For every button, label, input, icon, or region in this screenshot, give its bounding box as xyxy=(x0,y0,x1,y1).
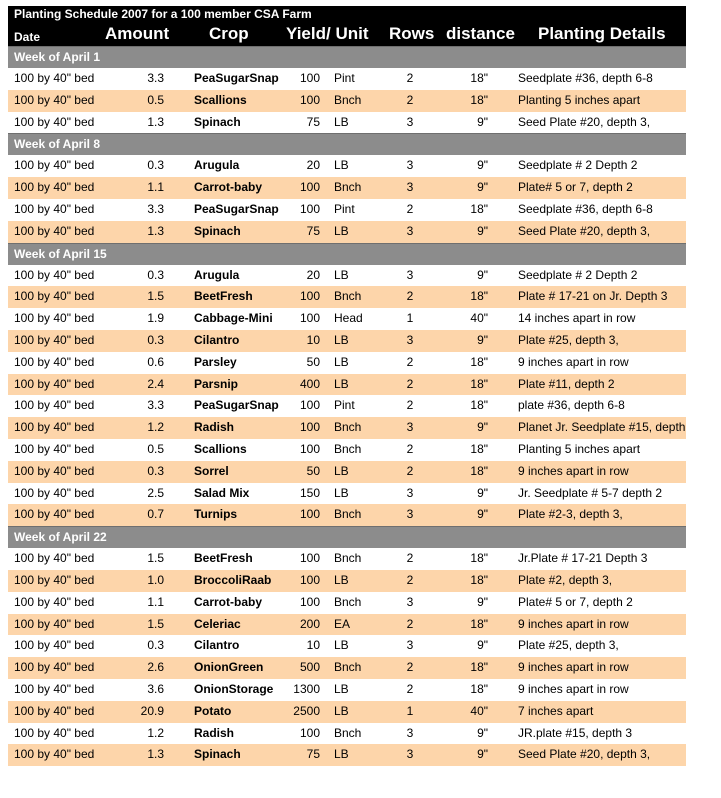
cell-planting-details: plate #36, depth 6-8 xyxy=(518,398,625,413)
cell-distance: 40" xyxy=(470,703,488,718)
cell-unit: LB xyxy=(334,267,349,282)
cell-crop: BroccoliRaab xyxy=(194,572,272,587)
cell-planting-details: 9 inches apart in row xyxy=(518,463,629,478)
table-row xyxy=(8,68,686,90)
cell-yield: 100 xyxy=(299,71,320,85)
cell-amount: 20.9 xyxy=(140,703,164,718)
cell-planting-details: 9 inches apart in row xyxy=(518,354,629,369)
cell-rows: 2 xyxy=(406,71,414,85)
cell-unit: LB xyxy=(334,376,349,391)
cell-rows: 2 xyxy=(406,289,414,304)
cell-date: 100 by 40" bed xyxy=(14,703,95,718)
cell-amount: 0.7 xyxy=(147,507,164,522)
cell-date: 100 by 40" bed xyxy=(14,398,95,413)
cell-amount: 1.3 xyxy=(147,114,164,129)
cell-rows: 3 xyxy=(406,223,414,238)
cell-crop: Sorrel xyxy=(194,463,229,478)
cell-distance: 18" xyxy=(470,441,488,456)
cell-rows: 2 xyxy=(406,376,414,391)
cell-planting-details: JR.plate #15, depth 3 xyxy=(518,725,633,740)
cell-planting-details: Plate # 17-21 on Jr. Depth 3 xyxy=(518,289,668,304)
cell-yield: 100 xyxy=(299,201,320,216)
cell-date: 100 by 40" bed xyxy=(14,485,95,500)
cell-amount: 1.3 xyxy=(147,223,164,238)
cell-amount: 0.3 xyxy=(147,267,164,282)
table-row xyxy=(8,679,686,701)
cell-date: 100 by 40" bed xyxy=(14,180,95,195)
cell-rows: 3 xyxy=(406,638,414,653)
cell-date: 100 by 40" bed xyxy=(14,681,95,696)
cell-crop: Parsnip xyxy=(194,376,239,391)
cell-distance: 40" xyxy=(470,311,488,326)
cell-unit: LB xyxy=(334,747,349,762)
cell-amount: 0.3 xyxy=(147,638,164,653)
cell-rows: 3 xyxy=(406,267,414,282)
cell-yield: 100 xyxy=(299,180,320,195)
cell-unit: LB xyxy=(334,463,349,478)
table-row xyxy=(8,177,686,199)
column-header-row xyxy=(8,22,686,46)
cell-crop: Turnips xyxy=(194,507,238,522)
cell-distance: 9" xyxy=(477,114,488,129)
week-header: Week of April 8 xyxy=(8,133,686,155)
cell-yield: 500 xyxy=(299,660,320,675)
header-yield-unit: Yield/ Unit xyxy=(286,24,369,43)
table-row xyxy=(8,701,686,723)
table-row xyxy=(8,592,686,614)
table-row xyxy=(8,461,686,483)
cell-yield: 2500 xyxy=(293,703,320,718)
table-row xyxy=(8,112,686,134)
cell-yield: 10 xyxy=(306,332,320,347)
cell-crop: Cilantro xyxy=(194,638,240,653)
cell-yield: 100 xyxy=(299,311,320,326)
cell-distance: 18" xyxy=(470,398,488,413)
cell-date: 100 by 40" bed xyxy=(14,158,95,173)
cell-rows: 3 xyxy=(406,507,414,522)
cell-crop: PeaSugarSnap xyxy=(194,71,279,85)
cell-yield: 100 xyxy=(299,398,320,413)
cell-distance: 18" xyxy=(470,201,488,216)
cell-rows: 2 xyxy=(406,463,414,478)
cell-amount: 0.5 xyxy=(147,441,164,456)
cell-rows: 3 xyxy=(406,594,414,609)
cell-unit: Pint xyxy=(334,71,355,85)
schedule-body xyxy=(8,46,686,766)
cell-planting-details: Plate #11, depth 2 xyxy=(518,376,615,391)
cell-date: 100 by 40" bed xyxy=(14,463,95,478)
cell-unit: LB xyxy=(334,703,349,718)
planting-schedule-sheet xyxy=(8,6,686,766)
cell-planting-details: Seedplate #36, depth 6-8 xyxy=(518,71,653,85)
cell-distance: 18" xyxy=(470,660,488,675)
cell-date: 100 by 40" bed xyxy=(14,332,95,347)
table-row xyxy=(8,199,686,221)
cell-amount: 1.5 xyxy=(147,616,164,631)
cell-yield: 75 xyxy=(306,114,320,129)
cell-crop: Parsley xyxy=(194,354,237,369)
cell-unit: Pint xyxy=(334,201,355,216)
table-row xyxy=(8,570,686,592)
cell-planting-details: Plate #2, depth 3, xyxy=(518,572,613,587)
cell-distance: 18" xyxy=(470,551,488,566)
cell-date: 100 by 40" bed xyxy=(14,551,95,566)
cell-crop: Carrot-baby xyxy=(194,594,263,609)
cell-distance: 18" xyxy=(470,354,488,369)
cell-planting-details: 9 inches apart in row xyxy=(518,681,629,696)
cell-date: 100 by 40" bed xyxy=(14,420,95,435)
header-planting-details: Planting Details xyxy=(538,24,666,43)
cell-planting-details: 7 inches apart xyxy=(518,703,594,718)
cell-date: 100 by 40" bed xyxy=(14,725,95,740)
cell-planting-details: Plate #25, depth 3, xyxy=(518,332,619,347)
cell-rows: 1 xyxy=(406,703,414,718)
cell-yield: 75 xyxy=(306,747,320,762)
cell-date: 100 by 40" bed xyxy=(14,441,95,456)
table-row xyxy=(8,744,686,766)
cell-yield: 100 xyxy=(299,725,320,740)
cell-yield: 75 xyxy=(306,223,320,238)
week-header: Week of April 15 xyxy=(8,243,686,265)
cell-distance: 18" xyxy=(470,71,488,85)
table-row xyxy=(8,614,686,636)
cell-distance: 18" xyxy=(470,289,488,304)
cell-distance: 9" xyxy=(477,332,488,347)
cell-date: 100 by 40" bed xyxy=(14,311,95,326)
cell-rows: 2 xyxy=(406,441,414,456)
cell-unit: EA xyxy=(334,616,351,631)
cell-rows: 3 xyxy=(406,158,414,173)
cell-crop: Carrot-baby xyxy=(194,180,263,195)
table-row xyxy=(8,439,686,461)
cell-yield: 50 xyxy=(306,354,320,369)
table-row xyxy=(8,723,686,745)
cell-unit: Head xyxy=(334,311,363,326)
cell-rows: 2 xyxy=(406,354,414,369)
cell-crop: Scallions xyxy=(194,441,247,456)
cell-yield: 400 xyxy=(299,376,320,391)
cell-distance: 18" xyxy=(470,463,488,478)
cell-yield: 100 xyxy=(299,441,320,456)
header-rows: Rows xyxy=(389,24,435,43)
cell-rows: 3 xyxy=(406,420,414,435)
cell-unit: Bnch xyxy=(334,551,362,566)
cell-unit: Bnch xyxy=(334,289,362,304)
cell-rows: 2 xyxy=(406,616,414,631)
cell-rows: 2 xyxy=(406,201,414,216)
cell-amount: 1.9 xyxy=(147,311,164,326)
cell-unit: Bnch xyxy=(334,420,362,435)
cell-crop: Spinach xyxy=(194,747,241,762)
table-row xyxy=(8,352,686,374)
cell-yield: 100 xyxy=(299,594,320,609)
header-distance: distance xyxy=(446,24,515,43)
cell-amount: 2.5 xyxy=(147,485,164,500)
table-row xyxy=(8,308,686,330)
cell-date: 100 by 40" bed xyxy=(14,638,95,653)
week-header: Week of April 22 xyxy=(8,526,686,548)
cell-planting-details: Plate #25, depth 3, xyxy=(518,638,619,653)
cell-distance: 9" xyxy=(477,158,488,173)
cell-date: 100 by 40" bed xyxy=(14,223,95,238)
cell-amount: 1.1 xyxy=(147,594,164,609)
cell-amount: 2.4 xyxy=(147,376,164,391)
cell-date: 100 by 40" bed xyxy=(14,594,95,609)
cell-yield: 100 xyxy=(299,289,320,304)
cell-unit: LB xyxy=(334,332,349,347)
cell-distance: 9" xyxy=(477,180,488,195)
cell-planting-details: Seedplate #36, depth 6-8 xyxy=(518,201,653,216)
cell-distance: 9" xyxy=(477,747,488,762)
cell-distance: 9" xyxy=(477,267,488,282)
cell-crop: Cilantro xyxy=(194,332,240,347)
header-crop: Crop xyxy=(209,24,249,43)
cell-distance: 18" xyxy=(470,681,488,696)
cell-unit: LB xyxy=(334,223,349,238)
cell-crop: Scallions xyxy=(194,92,247,107)
cell-planting-details: Planting 5 inches apart xyxy=(518,441,641,456)
cell-crop: PeaSugarSnap xyxy=(194,201,279,216)
cell-crop: OnionGreen xyxy=(194,660,264,675)
table-row xyxy=(8,374,686,396)
cell-date: 100 by 40" bed xyxy=(14,92,95,107)
cell-distance: 9" xyxy=(477,725,488,740)
cell-amount: 3.6 xyxy=(147,681,164,696)
cell-distance: 9" xyxy=(477,223,488,238)
cell-unit: Bnch xyxy=(334,441,362,456)
cell-unit: Bnch xyxy=(334,180,362,195)
cell-rows: 2 xyxy=(406,398,414,413)
cell-planting-details: Jr. Seedplate # 5-7 depth 2 xyxy=(518,485,663,500)
table-row xyxy=(8,657,686,679)
table-row xyxy=(8,635,686,657)
cell-crop: Arugula xyxy=(194,267,240,282)
cell-planting-details: Seed Plate #20, depth 3, xyxy=(518,747,651,762)
cell-planting-details: Jr.Plate # 17-21 Depth 3 xyxy=(518,551,648,566)
cell-distance: 18" xyxy=(470,92,488,107)
cell-unit: LB xyxy=(334,158,349,173)
cell-date: 100 by 40" bed xyxy=(14,507,95,522)
table-row xyxy=(8,221,686,243)
cell-distance: 9" xyxy=(477,594,488,609)
header-date: Date xyxy=(14,30,41,44)
cell-crop: Radish xyxy=(194,420,235,435)
table-row xyxy=(8,286,686,308)
table-row xyxy=(8,330,686,352)
cell-yield: 100 xyxy=(299,420,320,435)
cell-yield: 150 xyxy=(299,485,320,500)
cell-crop: Celeriac xyxy=(194,616,241,631)
cell-date: 100 by 40" bed xyxy=(14,660,95,675)
cell-amount: 1.0 xyxy=(147,572,164,587)
cell-planting-details: 9 inches apart in row xyxy=(518,616,629,631)
table-row xyxy=(8,265,686,287)
cell-distance: 18" xyxy=(470,616,488,631)
week-header: Week of April 1 xyxy=(8,46,686,68)
cell-crop: BeetFresh xyxy=(194,551,253,566)
cell-distance: 9" xyxy=(477,420,488,435)
cell-unit: LB xyxy=(334,681,349,696)
cell-amount: 0.3 xyxy=(147,463,164,478)
cell-rows: 3 xyxy=(406,725,414,740)
cell-unit: LB xyxy=(334,114,349,129)
cell-distance: 18" xyxy=(470,572,488,587)
cell-amount: 1.3 xyxy=(147,747,164,762)
cell-amount: 1.1 xyxy=(147,180,164,195)
cell-yield: 20 xyxy=(306,267,320,282)
cell-unit: LB xyxy=(334,354,349,369)
cell-amount: 1.2 xyxy=(147,725,164,740)
table-row xyxy=(8,417,686,439)
cell-yield: 100 xyxy=(299,572,320,587)
cell-crop: Salad Mix xyxy=(194,485,250,500)
cell-rows: 3 xyxy=(406,485,414,500)
cell-distance: 18" xyxy=(470,376,488,391)
cell-rows: 1 xyxy=(406,311,414,326)
table-row xyxy=(8,504,686,526)
cell-yield: 20 xyxy=(306,158,320,173)
cell-unit: LB xyxy=(334,638,349,653)
cell-amount: 3.3 xyxy=(147,398,164,413)
cell-yield: 1300 xyxy=(293,681,320,696)
cell-unit: Bnch xyxy=(334,594,362,609)
cell-rows: 2 xyxy=(406,572,414,587)
cell-unit: LB xyxy=(334,485,349,500)
cell-yield: 100 xyxy=(299,551,320,566)
cell-crop: Cabbage-Mini xyxy=(194,311,273,326)
cell-amount: 2.6 xyxy=(147,660,164,675)
cell-unit: LB xyxy=(334,572,349,587)
cell-unit: Bnch xyxy=(334,92,362,107)
cell-crop: Spinach xyxy=(194,114,241,129)
cell-date: 100 by 40" bed xyxy=(14,747,95,762)
cell-crop: Spinach xyxy=(194,223,241,238)
cell-date: 100 by 40" bed xyxy=(14,71,95,85)
cell-date: 100 by 40" bed xyxy=(14,201,95,216)
cell-amount: 0.6 xyxy=(147,354,164,369)
table-row xyxy=(8,483,686,505)
cell-amount: 1.5 xyxy=(147,551,164,566)
header-amount: Amount xyxy=(105,24,170,43)
cell-crop: Potato xyxy=(194,703,232,718)
sheet-title: Planting Schedule 2007 for a 100 member CSA Farm xyxy=(8,6,686,22)
cell-rows: 3 xyxy=(406,332,414,347)
cell-planting-details: 14 inches apart in row xyxy=(518,311,636,326)
cell-date: 100 by 40" bed xyxy=(14,289,95,304)
cell-crop: Arugula xyxy=(194,158,240,173)
cell-amount: 1.2 xyxy=(147,420,164,435)
cell-date: 100 by 40" bed xyxy=(14,616,95,631)
cell-rows: 3 xyxy=(406,114,414,129)
cell-rows: 3 xyxy=(406,747,414,762)
cell-yield: 200 xyxy=(299,616,320,631)
cell-amount: 3.3 xyxy=(147,71,164,85)
cell-crop: BeetFresh xyxy=(194,289,253,304)
cell-yield: 100 xyxy=(299,92,320,107)
cell-distance: 9" xyxy=(477,485,488,500)
cell-amount: 0.3 xyxy=(147,332,164,347)
cell-distance: 9" xyxy=(477,507,488,522)
cell-date: 100 by 40" bed xyxy=(14,267,95,282)
cell-yield: 100 xyxy=(299,507,320,522)
cell-date: 100 by 40" bed xyxy=(14,354,95,369)
cell-unit: Bnch xyxy=(334,660,362,675)
cell-planting-details: Seed Plate #20, depth 3, xyxy=(518,223,651,238)
cell-planting-details: Seedplate # 2 Depth 2 xyxy=(518,267,638,282)
cell-amount: 0.5 xyxy=(147,92,164,107)
cell-crop: PeaSugarSnap xyxy=(194,398,279,413)
cell-unit: Bnch xyxy=(334,507,362,522)
cell-date: 100 by 40" bed xyxy=(14,114,95,129)
cell-yield: 50 xyxy=(306,463,320,478)
cell-planting-details: Planet Jr. Seedplate #15, depth xyxy=(518,420,686,435)
cell-planting-details: Seed Plate #20, depth 3, xyxy=(518,114,651,129)
cell-yield: 10 xyxy=(306,638,320,653)
cell-planting-details: Plate# 5 or 7, depth 2 xyxy=(518,594,633,609)
table-row xyxy=(8,548,686,570)
cell-rows: 2 xyxy=(406,92,414,107)
table-row xyxy=(8,90,686,112)
cell-unit: Bnch xyxy=(334,725,362,740)
cell-planting-details: 9 inches apart in row xyxy=(518,660,629,675)
cell-rows: 2 xyxy=(406,660,414,675)
cell-date: 100 by 40" bed xyxy=(14,376,95,391)
cell-planting-details: Seedplate # 2 Depth 2 xyxy=(518,158,638,173)
cell-planting-details: Plate# 5 or 7, depth 2 xyxy=(518,180,633,195)
cell-amount: 3.3 xyxy=(147,201,164,216)
table-row xyxy=(8,395,686,417)
cell-amount: 0.3 xyxy=(147,158,164,173)
cell-unit: Pint xyxy=(334,398,355,413)
cell-rows: 2 xyxy=(406,551,414,566)
cell-amount: 1.5 xyxy=(147,289,164,304)
table-row xyxy=(8,155,686,177)
cell-rows: 3 xyxy=(406,180,414,195)
cell-date: 100 by 40" bed xyxy=(14,572,95,587)
cell-rows: 2 xyxy=(406,681,414,696)
cell-planting-details: Plate #2-3, depth 3, xyxy=(518,507,623,522)
cell-planting-details: Planting 5 inches apart xyxy=(518,92,641,107)
cell-crop: OnionStorage xyxy=(194,681,274,696)
cell-crop: Radish xyxy=(194,725,235,740)
cell-distance: 9" xyxy=(477,638,488,653)
